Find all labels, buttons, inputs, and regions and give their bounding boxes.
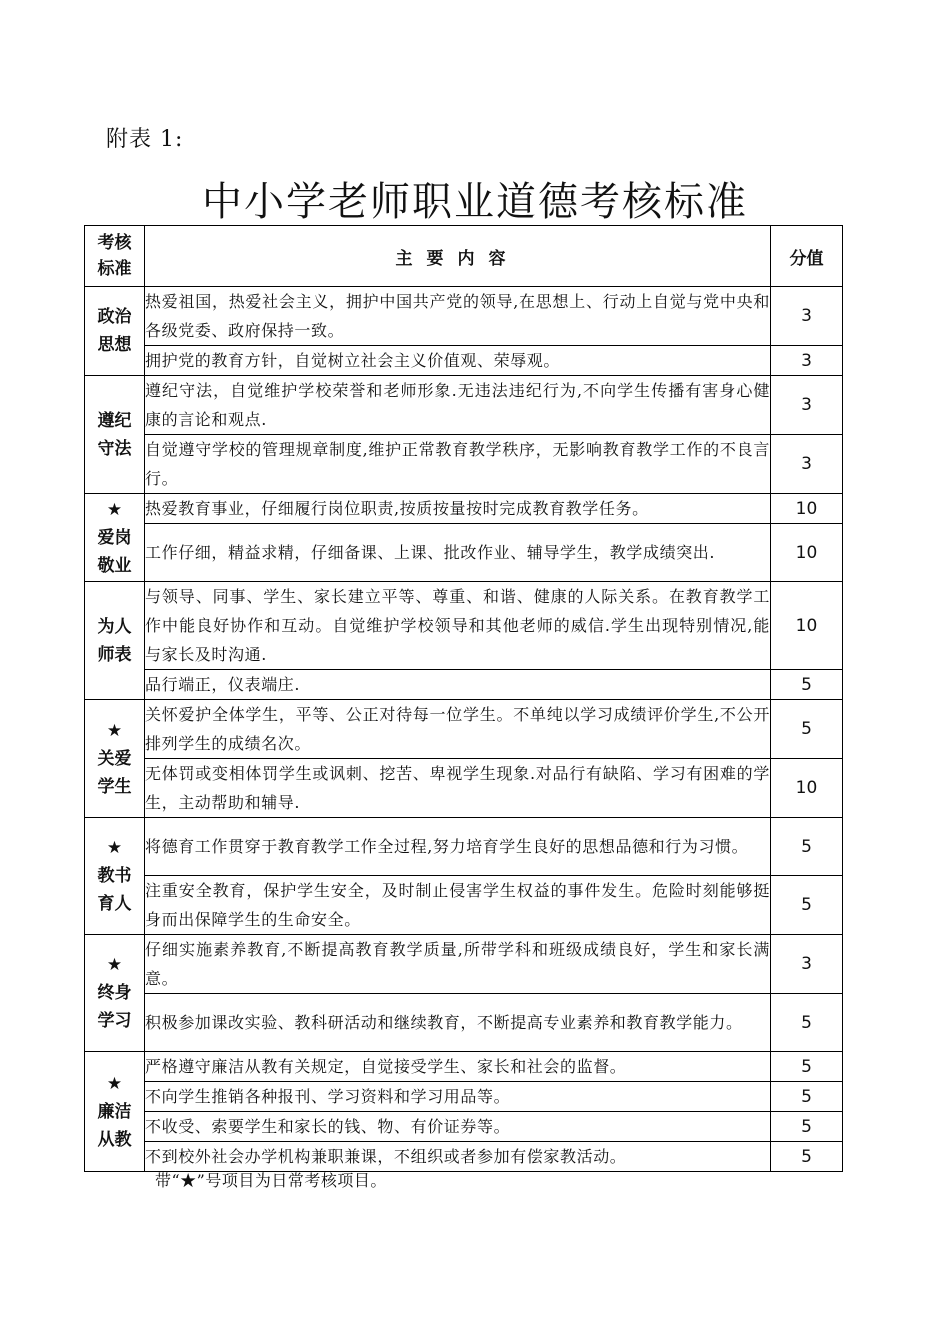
content-cell: 热爱祖国，热爱社会主义，拥护中国共产党的领导,在思想上、行动上自觉与党中央和各级党委、政府保持一致。 [145, 287, 771, 346]
header-content: 主要内容 [145, 226, 771, 287]
score-cell: 3 [771, 287, 843, 346]
content-cell: 积极参加课改实验、教科研活动和继续教育，不断提高专业素养和教育教学能力。 [145, 994, 771, 1052]
content-cell: 工作仔细，精益求精，仔细备课、上课、批改作业、辅导学生，教学成绩突出. [145, 524, 771, 582]
table-row [85, 876, 843, 935]
table-row [85, 494, 843, 524]
score-cell: 3 [771, 346, 843, 376]
table-body [85, 287, 843, 1172]
table-row [85, 346, 843, 376]
table-row [85, 700, 843, 759]
content-cell: 自觉遵守学校的管理规章制度,维护正常教育教学秩序，无影响教育教学工作的不良言行。 [145, 435, 771, 494]
content-cell: 不向学生推销各种报刊、学习资料和学习用品等。 [145, 1082, 771, 1112]
content-cell: 热爱教育事业，仔细履行岗位职责,按质按量按时完成教育教学任务。 [145, 494, 771, 524]
score-cell: 5 [771, 876, 843, 935]
assessment-table [84, 225, 843, 1172]
table-row [85, 582, 843, 670]
score-cell: 5 [771, 1052, 843, 1082]
score-cell: 3 [771, 376, 843, 435]
content-cell: 拥护党的教育方针，自觉树立社会主义价值观、荣辱观。 [145, 346, 771, 376]
content-cell: 关怀爱护全体学生，平等、公正对待每一位学生。不单纯以学习成绩评价学生,不公开排列学生的成绩名次。 [145, 700, 771, 759]
score-cell: 5 [771, 700, 843, 759]
table-header-row [85, 226, 843, 287]
content-cell: 遵纪守法，自觉维护学校荣誉和老师形象.无违法违纪行为,不向学生传播有害身心健康的言论和观点. [145, 376, 771, 435]
category-cell: ★ 教书 育人 [85, 818, 145, 935]
category-cell: 为人 师表 [85, 582, 145, 700]
table-row [85, 1142, 843, 1172]
content-cell: 不到校外社会办学机构兼职兼课，不组织或者参加有偿家教活动。 [145, 1142, 771, 1172]
header-category: 考核 标准 [85, 226, 145, 287]
table-row [85, 1112, 843, 1142]
content-cell: 注重安全教育，保护学生安全，及时制止侵害学生权益的事件发生。危险时刻能够挺身而出保障学生的生命安全。 [145, 876, 771, 935]
content-cell: 将德育工作贯穿于教育教学工作全过程,努力培育学生良好的思想品德和行为习惯。 [145, 818, 771, 876]
score-cell: 3 [771, 435, 843, 494]
category-cell: ★ 廉洁 从教 [85, 1052, 145, 1172]
table-row [85, 1052, 843, 1082]
content-cell: 品行端正，仪表端庄. [145, 670, 771, 700]
table-row [85, 524, 843, 582]
document-title: 中小学老师职业道德考核标准 [202, 179, 748, 225]
score-cell: 5 [771, 670, 843, 700]
score-cell: 5 [771, 1142, 843, 1172]
table-row [85, 435, 843, 494]
score-cell: 3 [771, 935, 843, 994]
content-cell: 无体罚或变相体罚学生或讽刺、挖苦、卑视学生现象.对品行有缺陷、学习有困难的学生，主动帮助和辅导. [145, 759, 771, 818]
table-row [85, 1082, 843, 1112]
table-row [85, 670, 843, 700]
category-cell: 遵纪 守法 [85, 376, 145, 494]
category-cell: ★ 爱岗 敬业 [85, 494, 145, 582]
score-cell: 5 [771, 1082, 843, 1112]
category-cell: ★ 终身 学习 [85, 935, 145, 1052]
appendix-label: 附表 1: [106, 127, 184, 152]
table-row [85, 376, 843, 435]
category-cell: ★ 关爱 学生 [85, 700, 145, 818]
score-cell: 5 [771, 994, 843, 1052]
table-row [85, 818, 843, 876]
content-cell: 严格遵守廉洁从教有关规定，自觉接受学生、家长和社会的监督。 [145, 1052, 771, 1082]
content-cell: 不收受、索要学生和家长的钱、物、有价证券等。 [145, 1112, 771, 1142]
score-cell: 5 [771, 818, 843, 876]
content-cell: 与领导、同事、学生、家长建立平等、尊重、和谐、健康的人际关系。在教育教学工作中能良好协作和互动。自觉维护学校领导和其他老师的威信.学生出现特别情况,能与家长及时沟通. [145, 582, 771, 670]
header-score: 分值 [771, 226, 843, 287]
category-cell: 政治 思想 [85, 287, 145, 376]
content-cell: 仔细实施素养教育,不断提高教育教学质量,所带学科和班级成绩良好，学生和家长满意。 [145, 935, 771, 994]
score-cell: 10 [771, 494, 843, 524]
table-row [85, 935, 843, 994]
score-cell: 10 [771, 582, 843, 670]
table-row [85, 994, 843, 1052]
table-row [85, 759, 843, 818]
footnote: 带“★”号项目为日常考核项目。 [155, 1171, 387, 1190]
table-row [85, 287, 843, 346]
score-cell: 5 [771, 1112, 843, 1142]
score-cell: 10 [771, 524, 843, 582]
score-cell: 10 [771, 759, 843, 818]
